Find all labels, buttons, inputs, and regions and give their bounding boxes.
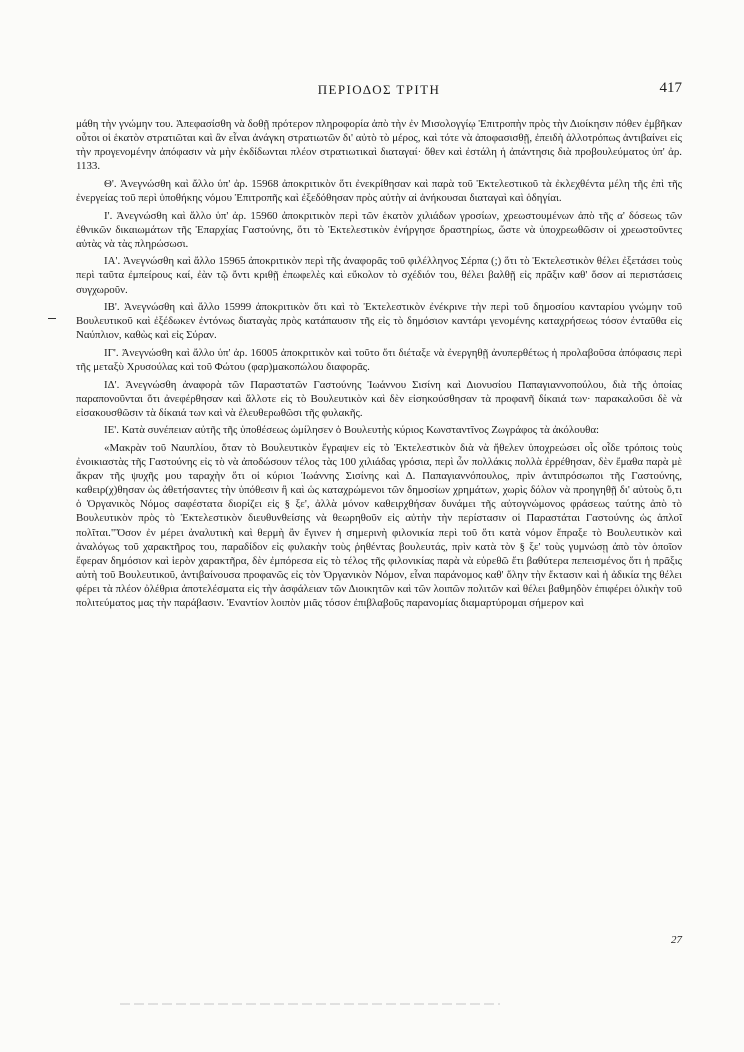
paragraph-speech: «Μακρὰν τοῦ Ναυπλίου, ὅταν τὸ Βουλευτικὸν ἔγραψεν εἰς τὸ Ἐκτελεστικὸν διὰ νὰ ἤθελεν ὑποχρεώσει οἷς οἶδε τρόποις τοὺς ἐνοικιαστὰς τῆς Γαστούνης εἰς τὸ νὰ ἀποδώσουν τέλος τὰς 100 χιλιάδας γρόσια, περὶ ὧν πολλάκις πολλὰ ἐρρέθησαν, δὲν ἔμαθα παρὰ μὲ ἄκραν τῆς ψυχῆς μου ταραχὴν ὅτι οἱ κύριοι Ἰωάννης Σισίνης καὶ Δ. Παπαγιαννόπουλος, πρὶν ἀντιπρόσωποι τῆς Γαστούνης, καθειρ(χ)θησαν ὡς ἀθετήσαντες τὴν ὑπόθεσιν ἢ καὶ ὡς καταχρώμενοι τῶν δημοσίων χρημάτων, χωρὶς δόλον νὰ προηγηθῇ δι' αὐτοὺς ὅ,τι ὁ Ὀργανικὸς Νόμος σαφέστατα διορίζει εἰς § ξε', ἀλλὰ μόνον καθειρχθήσαν δυνάμει τῆς αὐτογνώμονος φράσεως ταύτης ἀπὸ τὸ Βουλευτικὸν πρὸς τὸ Ἐκτελεστικὸν διευθυνθείσης νὰ θεωρηθοῦν εἰς αὐτὴν τὴν περίστασιν οἱ Παραστάται Γαστούνης ὡς ἁπλοῖ πολῖται."Ὅσον ἐν μέρει ἀναλυτικὴ καὶ θερμὴ ἂν ἔγινεν ἡ σημερινὴ φιλονικία περὶ τοῦ ὅτι κατὰ νόμον ἔπραξε τὸ Βουλευτικὸν καὶ ἀναλόγως τοῦ χαρακτῆρος του, παραδίδον εἰς φυλακὴν τοὺς ῥηθέντας βουλευτάς, πρὶν κατὰ τὸν § ξε' τοὺς γυμνώσῃ ἀπὸ τὸν ὁποῖον ἔφεραν δημόσιον καὶ ἱερὸν χαρακτῆρα, δὲν ἐμπόρεσα εἰς τὸ τέλος τῆς φιλονικίας παρὰ νὰ εὑρεθῶ ἔτι βαθύτερα πεπεισμένος ὅτι ἡ πρᾶξις αὐτὴ τοῦ Βουλευτικοῦ, ἀντιβαίνουσα προφανῶς εἰς τὸν Ὀργανικὸν Νόμον, εἶναι παράνομος καθ' ὅλην τὴν ἔκτασιν καὶ ἡ ἀδικία της θέλει φέρει τὰ πλέον ὀλέθρια ἀποτελέσματα εἰς τὴν ἀσφάλειαν τῶν Διοικητῶν καὶ τῶν λοιπῶν πολιτῶν καὶ θέλει βαθμηδὸν ἐπιφέρει ὁλικὴν τοῦ πολιτεύματος μας τὴν παράβασιν. Ἐναντίον λοιπὸν μιᾶς τόσον ἐπιβλαβοῦς παρανομίας διαμαρτύρομαι σήμερον καὶ [76,441,682,609]
paragraph-item-13: ΙΓ'. Ἀνεγνώσθη καὶ ἄλλο ὑπ' ἀρ. 16005 ἀποκριτικὸν καὶ τοῦτο ὅτι διέταξε νὰ ἐνεργηθῇ ἀνυπερθέτως ἡ προλαβοῦσα ἀπόφασις περὶ τῆς μεταξὺ Χρυσούλας καὶ τοῦ Φώτου (φαρ)μακοπώλου διαφορᾶς. [76,346,682,373]
paragraph-item-14: ΙΔ'. Ἀνεγνώσθη ἀναφορὰ τῶν Παραστατῶν Γαστούνης Ἰωάννου Σισίνη καὶ Διονυσίου Παπαγιαννοπούλου, διὰ τῆς ὁποίας παραπονοῦνται ὅτι ἀνεφέρθησαν καὶ ἄλλοτε εἰς τὸ Βουλευτικὸν καὶ δὲν εἰσηκούσθησαν τὰ προφανῆ δίκαιά των· παρακαλοῦσι δὲ νὰ εἰσακουσθῶσιν τὰ δίκαιά των καὶ νὰ ἐλευθερωθῶσι τῆς φυλακῆς. [76,378,682,419]
document-body [76,117,682,614]
margin-mark [48,318,56,319]
paragraph-item-15: ΙΕ'. Κατὰ συνέπειαν αὐτῆς τῆς ὑποθέσεως ὡμίλησεν ὁ Βουλευτὴς κύριος Κωνσταντῖνος Ζωγράφος τὰ ἀκόλουθα: [104,424,600,437]
paragraph-item-12: ΙΒ'. Ἀνεγνώσθη καὶ ἄλλο 15999 ἀποκριτικὸν ὅτι καὶ τὸ Ἐκτελεστικὸν ἐνέκρινε τὴν περὶ τοῦ δημοσίου κανταρίου γνώμην τοῦ Βουλευτικοῦ καὶ ἐξέδωκεν ἐντόνως διαταγὰς πρὸς κατάπαυσιν τῆς εἰς τὸ δημόσιον καντάρι γενομένης καταχρήσεως τόσον ἐνταῦθα εἰς Ναύπλιον, καθὼς καὶ εἰς Σύραν. [76,301,682,342]
paragraph-continuation: μάθη τὴν γνώμην του. Ἀπεφασίσθη νὰ δοθῇ πρότερον πληροφορία ἀπὸ τὴν ἐν Μισολογγίῳ Ἐπιτροπὴν πρὸς τὴν Διοίκησιν πόθεν ἐμβῆκαν οὗτοι οἱ ἑκατὸν στρατιῶται καὶ ἂν εἶναι ἀνάγκη στρατιωτῶν δι' αὐτὸ τὸ μέρος, καὶ τότε νὰ ἀποφασισθῇ, ἐπειδὴ ἀλλοτρόπως ἀντιβαίνει εἰς τὴν προγενομένην ἀπόφασιν νὰ μὴν ἐκδίδωνται πλέον στρατιωτικαὶ διαταγαί· ὅθεν καὶ ἐστάλη ἡ ἀπάντησις διὰ προβουλεύματος ὑπ' ἀρ. 1133. [76,118,682,173]
paragraph-item-10: Ι'. Ἀνεγνώσθη καὶ ἄλλο ὑπ' ἀρ. 15960 ἀποκριτικὸν περὶ τῶν ἑκατὸν χιλιάδων γροσίων, χρεωστουμένων ἀπὸ τῆς α' δόσεως τῶν ἐθνικῶν δικαιωμάτων τῆς Ἐπαρχίας Γαστούνης, ὅτι τὸ Ἐκτελεστικὸν ἐνήργησε δραστηρίως, ὥστε νὰ ὑποχρεωθῶσιν οἱ χρεωστοῦντες αὐτὰς νὰ τὰς πληρώσωσι. [76,209,682,250]
paragraph-item-11: ΙΑ'. Ἀνεγνώσθη καὶ ἄλλο 15965 ἀποκριτικὸν περὶ τῆς ἀναφορᾶς τοῦ φιλέλληνος Σέρπα (;) ὅτι τὸ Ἐκτελεστικὸν θέλει ἐξετάσει τοὺς περὶ ταῦτα ἐμπείρους καί, ἐὰν τῷ ὄντι κριθῇ ἐπωφελὲς καὶ εὔκολον τὸ σχέδιόν του, θέλει βαλθῇ εἰς πρᾶξιν καθ' ὅσον αἱ περιστάσεις συγχωροῦν. [76,255,682,296]
paragraph-item-9: Θ'. Ἀνεγνώσθη καὶ ἄλλο ὑπ' ἀρ. 15968 ἀποκριτικὸν ὅτι ἐνεκρίθησαν καὶ παρὰ τοῦ Ἐκτελεστικοῦ τὰ ἐκλεχθέντα μέλη τῆς ἐπὶ τῆς ἐνεργείας τοῦ περὶ ὑποθήκης νόμου Ἐπιτροπῆς καὶ ἐξεδόθησαν πρὸς αὐτὴν αἱ ἀνήκουσαι διαταγαὶ καὶ ὁδηγίαι. [76,177,682,204]
page-number: 417 [659,80,682,96]
running-head: ΠΕΡΙΟΔΟΣ ΤΡΙΤΗ [317,82,441,97]
scan-artifact [120,1003,500,1005]
signature-mark: 27 [671,934,682,946]
page-header [76,82,682,104]
